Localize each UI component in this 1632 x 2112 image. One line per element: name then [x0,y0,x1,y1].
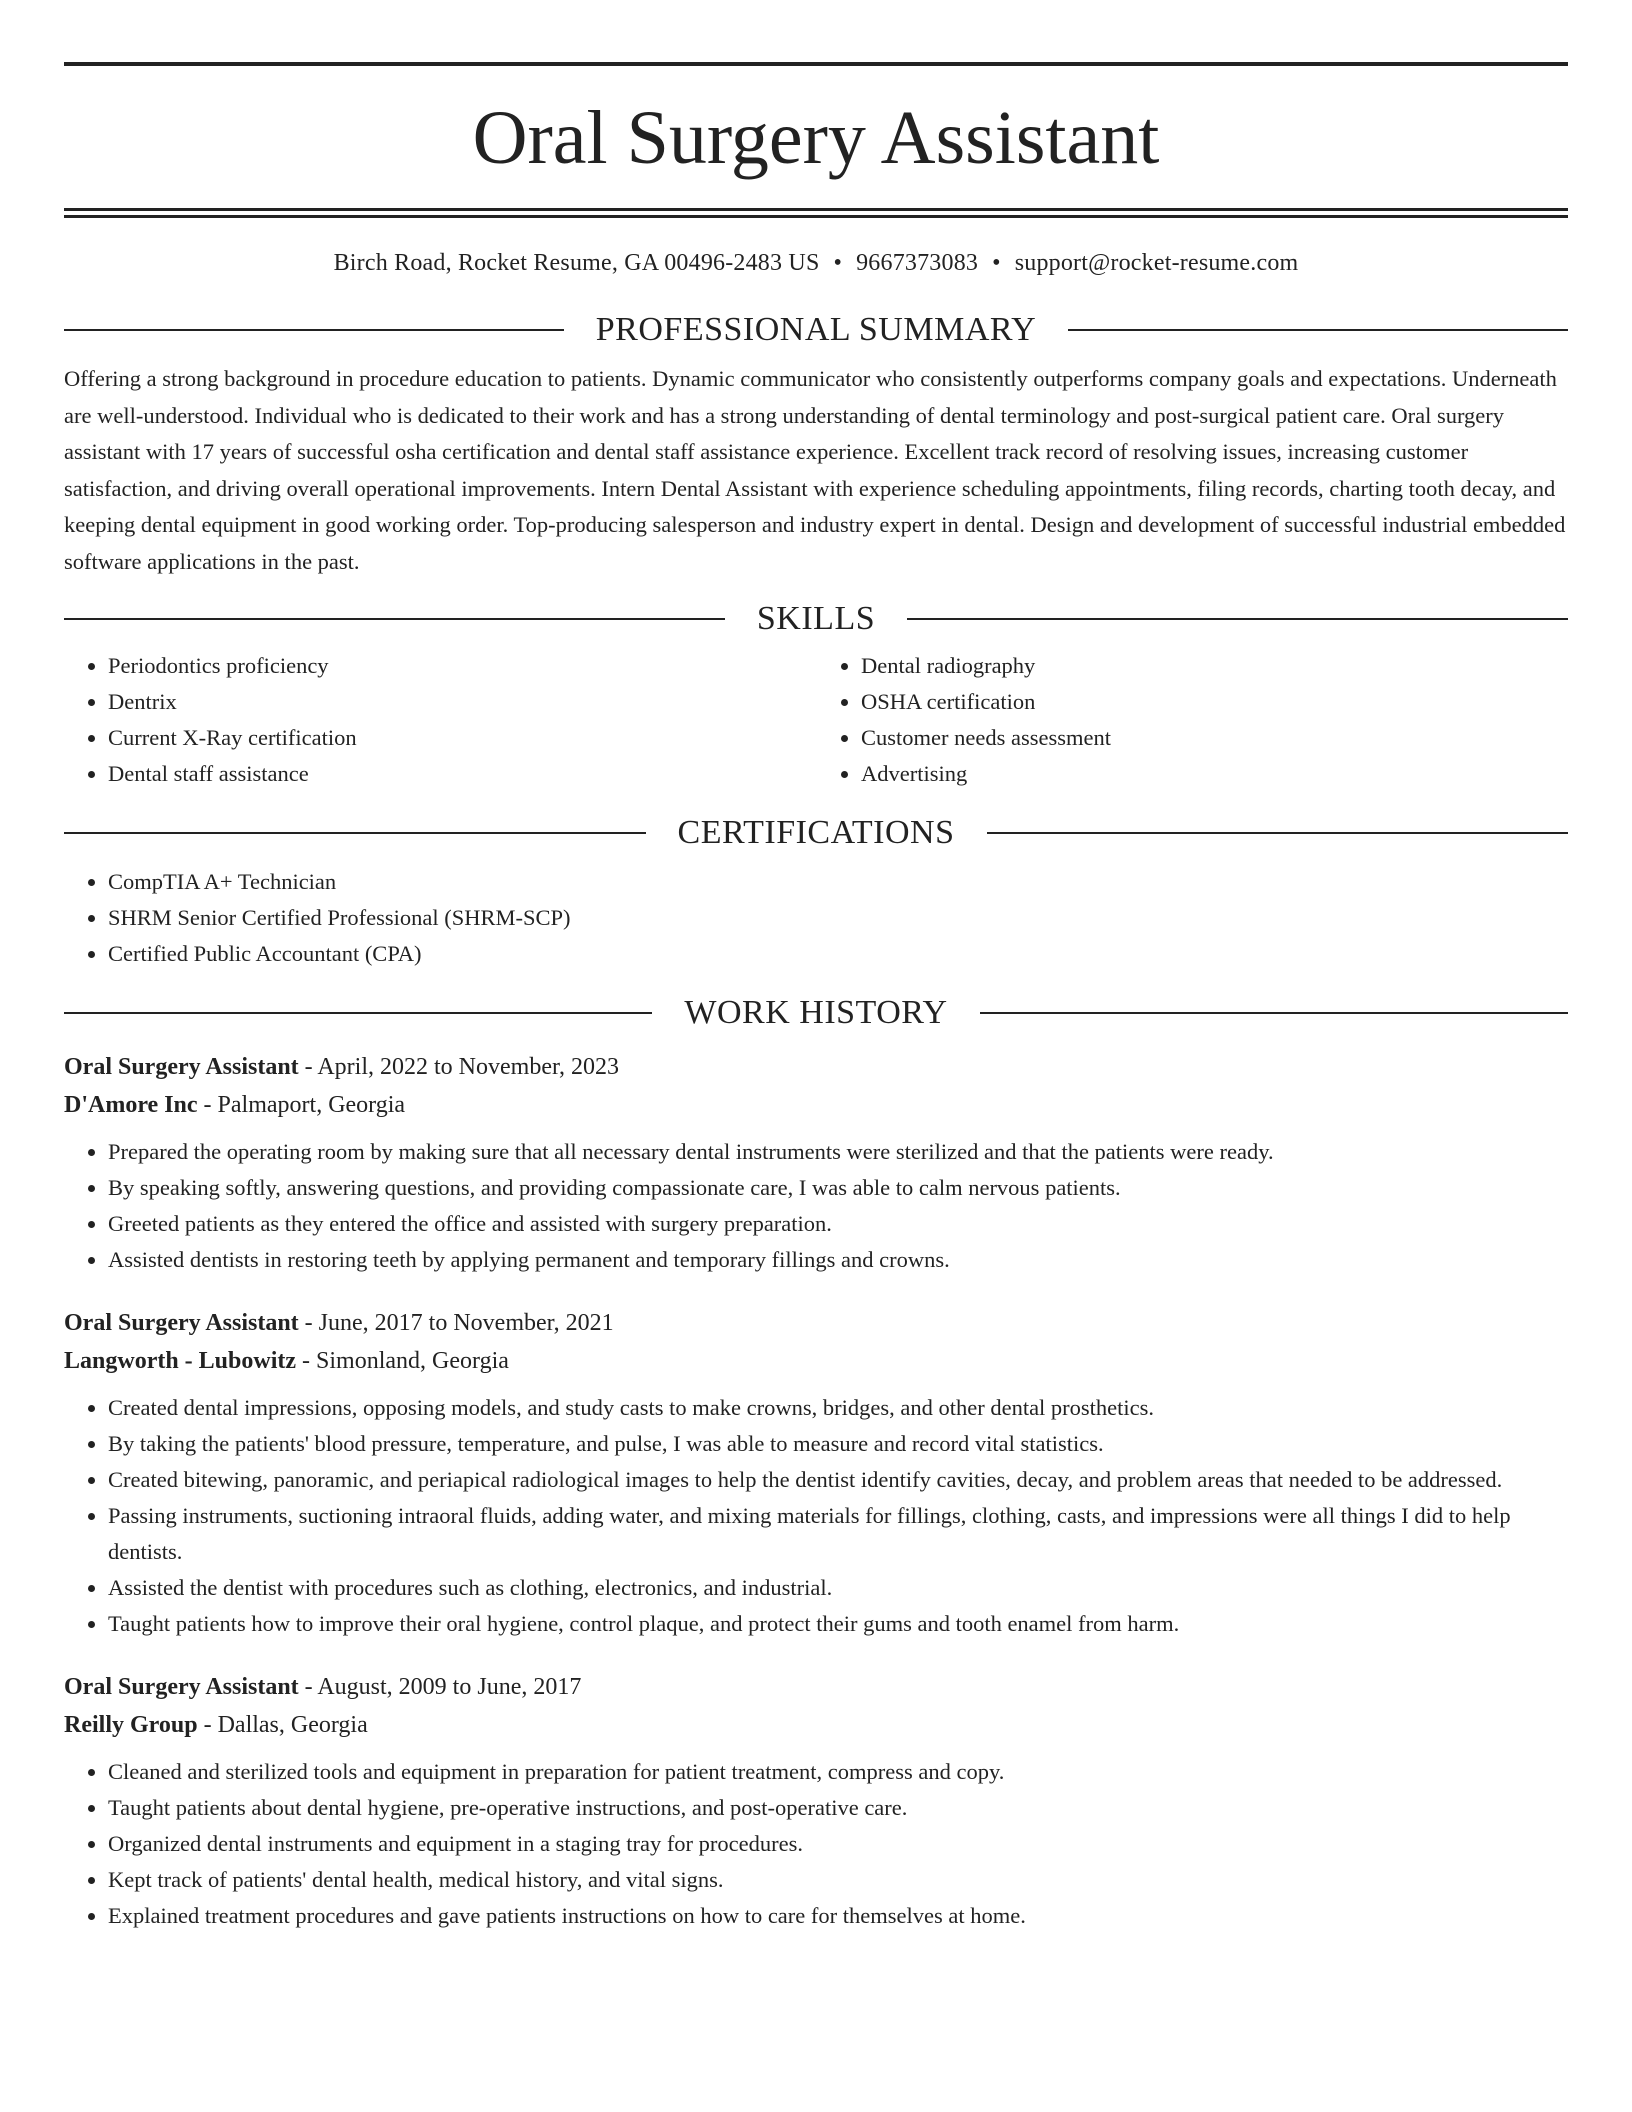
work-heading-row [64,994,1568,1032]
certifications-list [64,864,1568,972]
job-bullet: • Passing instruments, suctioning intraoral fluids, adding water, and mixing materials for fillings, clothing, casts, and impressions were all things I did to help dentists. [108,1498,1568,1570]
heading-rule-left [64,832,646,834]
job-bullet: • By taking the patients' blood pressure, temperature, and pulse, I was able to measure and record vital statistics. [108,1426,1568,1462]
job-entry [64,1048,1568,1278]
skill-item: • Customer needs assessment [861,720,1568,756]
summary-text: Offering a strong background in procedure education to patients. Dynamic communicator who consistently outperforms company goals and expectations. Underneath are well-understood. Individual who is dedicated to their work and has a strong understanding of dental terminology and post-surgical patient care. Oral surgery assistant with 17 years of successful osha certification and dental staff assistance experience. Excellent track record of resolving issues, increasing customer satisfaction, and driving overall operational improvements. Intern Dental Assistant with experience scheduling appointments, filing records, charting tooth decay, and keeping dental equipment in good working order. Top-producing salesperson and industry expert in dental. Design and development of successful industrial embedded software applications in the past. [64,366,1566,574]
contact-address: Birch Road, Rocket Resume, GA 00496-2483 US [333,250,820,276]
job-dash: - [298,1054,318,1080]
job-entry [64,1668,1568,1934]
job-bullets [64,1134,1568,1278]
job-bullet: • Prepared the operating room by making sure that all necessary dental instruments were sterilized and that the patients were ready. [108,1134,1568,1170]
job-entry [64,1304,1568,1642]
job-dash: - [298,1674,318,1700]
heading-rule-right [980,1012,1568,1014]
job-bullet: • Assisted dentists in restoring teeth by applying permanent and temporary fillings and crowns. [108,1242,1568,1278]
resume-page [64,0,1568,1934]
job-dates: June, 2017 to November, 2021 [318,1310,614,1336]
job-bullet: • By speaking softly, answering questions, and providing compassionate care, I was able to calm nervous patients. [108,1170,1568,1206]
job-title-line [64,1304,1568,1342]
job-bullets [64,1390,1568,1642]
contact-phone: 9667373083 [856,250,979,276]
heading-rule-right [1068,329,1568,331]
summary-heading-row [64,311,1568,349]
job-company: Reilly Group [64,1712,198,1738]
job-bullet: • Created bitewing, panoramic, and periapical radiological images to help the dentist identify cavities, decay, and problem areas that needed to be addressed. [108,1462,1568,1498]
job-bullet: • Kept track of patients' dental health, medical history, and vital signs. [108,1862,1568,1898]
job-company: D'Amore Inc [64,1092,198,1118]
top-rule [64,62,1568,66]
skill-item: • Dental radiography [861,648,1568,684]
job-bullet: • Cleaned and sterilized tools and equipment in preparation for patient treatment, compress and copy. [108,1754,1568,1790]
job-bullet: • Taught patients about dental hygiene, pre-operative instructions, and post-operative care. [108,1790,1568,1826]
job-company-line [64,1706,1568,1744]
job-dates: August, 2009 to June, 2017 [317,1674,582,1700]
job-dash: - [197,1092,218,1118]
skill-item: • Dentrix [108,684,815,720]
contact-separator: • [992,250,1001,276]
skill-item: • OSHA certification [861,684,1568,720]
skills-list-right [815,648,1568,792]
contact-email: support@rocket-resume.com [1014,250,1299,276]
certifications-heading-row [64,814,1568,852]
job-bullet: • Organized dental instruments and equipment in a staging tray for procedures. [108,1826,1568,1862]
job-location: Palmaport, Georgia [217,1092,406,1118]
job-bullet: • Assisted the dentist with procedures such as clothing, electronics, and industrial. [108,1570,1568,1606]
title-double-rule [64,208,1568,218]
contact-separator: • [833,250,843,276]
skills-heading-row [64,600,1568,638]
contact-line [64,250,1568,277]
job-dates: April, 2022 to November, 2023 [317,1054,620,1080]
skill-item: • Advertising [861,756,1568,792]
job-title: Oral Surgery Assistant [64,1054,299,1080]
job-location: Dallas, Georgia [217,1712,368,1738]
job-title-line [64,1668,1568,1706]
heading-rule-left [64,618,725,620]
job-dash: - [197,1712,218,1738]
skill-item: • Periodontics proficiency [108,648,815,684]
job-bullet: • Greeted patients as they entered the office and assisted with surgery preparation. [108,1206,1568,1242]
certifications-heading: CERTIFICATIONS [677,814,955,851]
summary-heading: PROFESSIONAL SUMMARY [595,311,1037,348]
skill-item: • Dental staff assistance [108,756,815,792]
job-dash: - [296,1348,317,1374]
work-heading: WORK HISTORY [684,994,948,1031]
job-bullet: • Explained treatment procedures and gave patients instructions on how to care for themselves at home. [108,1898,1568,1934]
skills-grid [64,648,1568,792]
resume-title: Oral Surgery Assistant [472,96,1160,180]
heading-rule-right [907,618,1568,620]
heading-rule-left [64,1012,652,1014]
heading-rule-right [987,832,1569,834]
heading-rule-left [64,329,564,331]
skills-heading: SKILLS [756,600,876,637]
certification-item: • SHRM Senior Certified Professional (SHRM-SCP) [108,900,1568,936]
skill-item: • Current X-Ray certification [108,720,815,756]
certification-item: • CompTIA A+ Technician [108,864,1568,900]
job-location: Simonland, Georgia [316,1348,509,1374]
job-bullets [64,1754,1568,1934]
job-title-line [64,1048,1568,1086]
certification-item: • Certified Public Accountant (CPA) [108,936,1568,972]
job-title: Oral Surgery Assistant [64,1674,299,1700]
job-company: Langworth - Lubowitz [64,1348,297,1374]
job-bullet: • Created dental impressions, opposing models, and study casts to make crowns, bridges, and other dental prosthetics. [108,1390,1568,1426]
job-bullet: • Taught patients how to improve their oral hygiene, control plaque, and protect their gums and tooth enamel from harm. [108,1606,1568,1642]
skills-list-left [64,648,815,792]
job-company-line [64,1342,1568,1380]
job-company-line [64,1086,1568,1124]
job-title: Oral Surgery Assistant [64,1310,299,1336]
job-dash: - [298,1310,319,1336]
